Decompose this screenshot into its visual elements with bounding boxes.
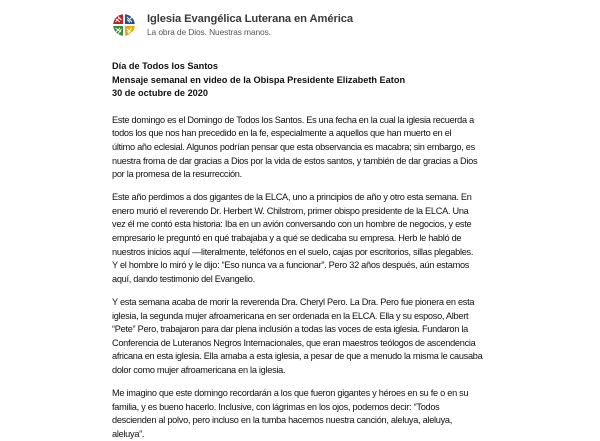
document-body	[112, 60, 502, 441]
text-line: descienden al polvo, pero incluso en la tumba hacemos nuestra canción, aleluya, aleluya,	[112, 415, 453, 426]
text-line: por la promesa de la resurrección.	[112, 169, 242, 180]
brand-block	[147, 14, 353, 37]
text-line: familia, y es bueno hacerlo. Inclusive, con lágrimas en los ojos, podemos decir: “Todos	[112, 401, 440, 412]
text-line: Conferencia de Luteranos Negros Internacionales, que eran maestros teólogos de ascendencia	[112, 337, 476, 348]
text-line: dolor como mujer afroamericana en la iglesia.	[112, 364, 286, 375]
text-line: africana en esta iglesia. Ella amaba a esta iglesia, a pesar de que a menudo la misma le causaba	[112, 351, 483, 362]
paragraph-3	[112, 296, 502, 378]
paragraph-2	[112, 191, 502, 286]
text-line: Me imagino que este domingo recordarán a los que fueron gigantes y héroes en su fe o en su	[112, 387, 469, 398]
text-line: nuestra froma de dar gracias a Dios por la vida de estos santos, y también de dar gracias a Dios	[112, 155, 478, 166]
paragraph-1	[112, 114, 502, 182]
text-line: nuestros inicios aquí —literalmente, teléfonos en el suelo, cajas por escritorios, sillas plegables.	[112, 246, 474, 257]
paragraph-4	[112, 387, 502, 441]
text-line: aleluya”.	[112, 428, 145, 439]
text-line: “Pete” Pero, trabajaron para dar plena inclusión a todas las voces de esta iglesia. Fundaron la	[112, 324, 468, 335]
text-line: Este año perdimos a dos gigantes de la ELCA, uno a principios de año y otro esta semana. En	[112, 192, 472, 203]
elca-cross-globe-icon	[112, 13, 136, 37]
document-heading	[112, 60, 502, 101]
heading-subtitle: Mensaje semanal en video de la Obispa Presidente Elizabeth Eaton	[112, 74, 406, 85]
org-name: Iglesia Evangélica Luterana en América	[147, 12, 353, 25]
letterhead	[112, 11, 353, 39]
text-line: último año eclesial. Algunos podrían pensar que esta observancia es macabra; sin embargo, es	[112, 141, 475, 152]
text-line: Este domingo es el Domingo de Todos los Santos. Es una fecha en la cual la iglesia recuerda a	[112, 114, 474, 125]
heading-title: Día de Todos los Santos	[112, 61, 219, 71]
message-body	[112, 114, 502, 441]
org-tagline: La obra de Dios. Nuestras manos.	[147, 26, 271, 37]
heading-date: 30 de octubre de 2020	[112, 88, 209, 99]
text-line: enero murió el reverendo Dr. Herbert W. Chilstrom, primer obispo presidente de la ELCA. Una	[112, 205, 469, 216]
text-line: vez él me contó esta historia: Iba en un avión conversando con un hombre de negocios, y este	[112, 219, 472, 230]
text-line: Y esta semana acaba de morir la reverenda Dra. Cheryl Pero. La Dra. Pero fue pionera en esta	[112, 296, 475, 307]
text-line: iglesia, la segunda mujer afroamericana en ser ordenada en la ELCA. Ella y su esposo, Albert	[112, 310, 469, 321]
text-line: empresario le preguntó en qué trabajaba y a qué se dedicaba su empresa. Herb le habló de	[112, 233, 462, 244]
text-line: todos los que nos han precedido en la fe, especialmente a aquellos que han muerto en el	[112, 128, 452, 139]
text-line: Y el hombre lo miró y le dijo: “Eso nunca va a funcionar”. Pero 32 años después, aún estamos	[112, 260, 470, 271]
text-line: aquí, dando testimonio del Evangelio.	[112, 273, 255, 284]
